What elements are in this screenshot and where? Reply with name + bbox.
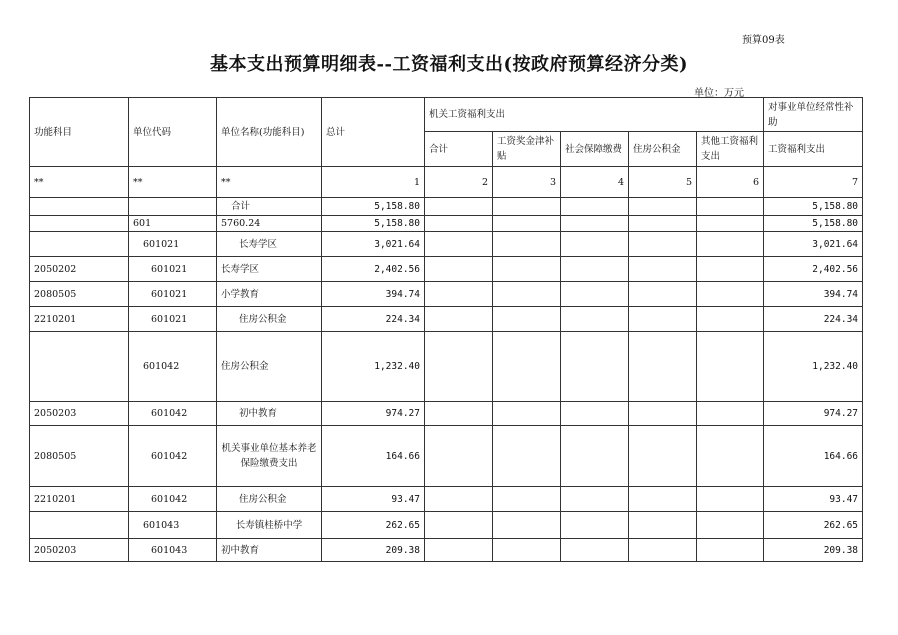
unit-name-cell: 机关事业单位基本养老保险缴费支出 xyxy=(217,426,322,487)
index-cell: ** xyxy=(129,167,217,198)
index-cell: 1 xyxy=(322,167,425,198)
housing-cell xyxy=(629,257,697,282)
unit-code-cell: 601043 xyxy=(129,512,217,539)
other-cell xyxy=(697,232,764,257)
bonus-cell xyxy=(493,426,561,487)
welfare-cell: 262.65 xyxy=(764,512,863,539)
unit-name-cell: 合计 xyxy=(217,198,322,216)
unit-name-cell: 5760.24 xyxy=(217,216,322,232)
header-bonus: 工资奖金津补贴 xyxy=(493,132,561,167)
welfare-cell: 224.34 xyxy=(764,307,863,332)
bonus-cell xyxy=(493,512,561,539)
social-cell xyxy=(561,216,629,232)
index-cell: 6 xyxy=(697,167,764,198)
unit-name-cell: 长寿学区 xyxy=(217,257,322,282)
unit-name-cell: 住房公积金 xyxy=(217,307,322,332)
func-code-cell: 2210201 xyxy=(30,307,129,332)
other-cell xyxy=(697,198,764,216)
header-welfare: 工资福利支出 xyxy=(764,132,863,167)
unit-code-cell: 601043 xyxy=(129,539,217,562)
social-cell xyxy=(561,257,629,282)
housing-cell xyxy=(629,487,697,512)
func-code-cell xyxy=(30,332,129,402)
budget-table xyxy=(29,97,863,562)
social-cell xyxy=(561,232,629,257)
bonus-cell xyxy=(493,307,561,332)
index-cell: 3 xyxy=(493,167,561,198)
sub-total-cell xyxy=(425,539,493,562)
housing-cell xyxy=(629,332,697,402)
social-cell xyxy=(561,539,629,562)
func-code-cell xyxy=(30,216,129,232)
unit-code-cell: 601021 xyxy=(129,257,217,282)
table-row xyxy=(30,332,863,402)
other-cell xyxy=(697,307,764,332)
unit-code-cell: 601042 xyxy=(129,332,217,402)
table-row xyxy=(30,198,863,216)
total-cell: 3,021.64 xyxy=(322,232,425,257)
social-cell xyxy=(561,487,629,512)
func-code-cell xyxy=(30,198,129,216)
sub-total-cell xyxy=(425,512,493,539)
other-cell xyxy=(697,512,764,539)
page-title: 基本支出预算明细表--工资福利支出(按政府预算经济分类) xyxy=(210,54,688,75)
func-code-cell: 2050203 xyxy=(30,402,129,426)
unit-code-cell: 601042 xyxy=(129,426,217,487)
bonus-cell xyxy=(493,282,561,307)
total-cell: 209.38 xyxy=(322,539,425,562)
sub-total-cell xyxy=(425,282,493,307)
other-cell xyxy=(697,332,764,402)
sub-total-cell xyxy=(425,402,493,426)
unit-name-cell: 初中教育 xyxy=(217,402,322,426)
housing-cell xyxy=(629,426,697,487)
func-code-cell xyxy=(30,232,129,257)
table-row xyxy=(30,426,863,487)
table-row xyxy=(30,487,863,512)
index-row xyxy=(30,167,863,198)
table-row xyxy=(30,402,863,426)
bonus-cell xyxy=(493,332,561,402)
social-cell xyxy=(561,198,629,216)
sub-total-cell xyxy=(425,307,493,332)
unit-code-cell: 601021 xyxy=(129,282,217,307)
other-cell xyxy=(697,539,764,562)
unit-code-cell xyxy=(129,198,217,216)
housing-cell xyxy=(629,307,697,332)
bonus-cell xyxy=(493,487,561,512)
social-cell xyxy=(561,426,629,487)
other-cell xyxy=(697,487,764,512)
total-cell: 974.27 xyxy=(322,402,425,426)
total-cell: 5,158.80 xyxy=(322,216,425,232)
header-sub-total: 合计 xyxy=(425,132,493,167)
func-code-cell: 2080505 xyxy=(30,426,129,487)
other-cell xyxy=(697,216,764,232)
header-unit-code: 单位代码 xyxy=(129,98,217,167)
sub-total-cell xyxy=(425,232,493,257)
index-cell: 4 xyxy=(561,167,629,198)
table-row xyxy=(30,257,863,282)
other-cell xyxy=(697,426,764,487)
social-cell xyxy=(561,332,629,402)
housing-cell xyxy=(629,512,697,539)
table-row xyxy=(30,539,863,562)
unit-name-cell: 长寿镇桂桥中学 xyxy=(217,512,322,539)
welfare-cell: 974.27 xyxy=(764,402,863,426)
unit-name-cell: 长寿学区 xyxy=(217,232,322,257)
header-other: 其他工资福利支出 xyxy=(697,132,764,167)
unit-code-cell: 601042 xyxy=(129,487,217,512)
header-group-org: 机关工资福利支出 xyxy=(425,98,764,132)
sub-total-cell xyxy=(425,487,493,512)
func-code-cell xyxy=(30,512,129,539)
housing-cell xyxy=(629,282,697,307)
unit-code-cell: 601021 xyxy=(129,307,217,332)
other-cell xyxy=(697,257,764,282)
total-cell: 93.47 xyxy=(322,487,425,512)
header-func-subject: 功能科目 xyxy=(30,98,129,167)
other-cell xyxy=(697,402,764,426)
total-cell: 164.66 xyxy=(322,426,425,487)
func-code-cell: 2080505 xyxy=(30,282,129,307)
social-cell xyxy=(561,512,629,539)
total-cell: 262.65 xyxy=(322,512,425,539)
housing-cell xyxy=(629,402,697,426)
index-cell: 2 xyxy=(425,167,493,198)
welfare-cell: 209.38 xyxy=(764,539,863,562)
bonus-cell xyxy=(493,539,561,562)
welfare-cell: 394.74 xyxy=(764,282,863,307)
sub-total-cell xyxy=(425,216,493,232)
housing-cell xyxy=(629,539,697,562)
welfare-cell: 5,158.80 xyxy=(764,198,863,216)
welfare-cell: 93.47 xyxy=(764,487,863,512)
bonus-cell xyxy=(493,232,561,257)
func-code-cell: 2050202 xyxy=(30,257,129,282)
unit-label: 单位：万元 xyxy=(694,88,744,99)
index-cell: ** xyxy=(30,167,129,198)
welfare-cell: 1,232.40 xyxy=(764,332,863,402)
sub-total-cell xyxy=(425,198,493,216)
index-cell: 7 xyxy=(764,167,863,198)
header-housing: 住房公积金 xyxy=(629,132,697,167)
sub-total-cell xyxy=(425,257,493,282)
form-number: 预算09表 xyxy=(742,35,785,46)
table-row xyxy=(30,282,863,307)
index-cell: 5 xyxy=(629,167,697,198)
header-social: 社会保障缴费 xyxy=(561,132,629,167)
unit-name-cell: 初中教育 xyxy=(217,539,322,562)
housing-cell xyxy=(629,198,697,216)
table-body xyxy=(30,198,863,562)
table-row xyxy=(30,216,863,232)
table-row xyxy=(30,512,863,539)
bonus-cell xyxy=(493,257,561,282)
unit-name-cell: 住房公积金 xyxy=(217,332,322,402)
bonus-cell xyxy=(493,198,561,216)
unit-name-cell: 住房公积金 xyxy=(217,487,322,512)
table-row xyxy=(30,232,863,257)
welfare-cell: 2,402.56 xyxy=(764,257,863,282)
total-cell: 224.34 xyxy=(322,307,425,332)
welfare-cell: 3,021.64 xyxy=(764,232,863,257)
total-cell: 394.74 xyxy=(322,282,425,307)
func-code-cell: 2210201 xyxy=(30,487,129,512)
unit-name-cell: 小学教育 xyxy=(217,282,322,307)
unit-code-cell: 601021 xyxy=(129,232,217,257)
welfare-cell: 5,158.80 xyxy=(764,216,863,232)
bonus-cell xyxy=(493,216,561,232)
social-cell xyxy=(561,307,629,332)
index-cell: ** xyxy=(217,167,322,198)
housing-cell xyxy=(629,216,697,232)
bonus-cell xyxy=(493,402,561,426)
sub-total-cell xyxy=(425,426,493,487)
unit-code-cell: 601 xyxy=(129,216,217,232)
social-cell xyxy=(561,402,629,426)
welfare-cell: 164.66 xyxy=(764,426,863,487)
social-cell xyxy=(561,282,629,307)
other-cell xyxy=(697,282,764,307)
total-cell: 5,158.80 xyxy=(322,198,425,216)
header-total: 总计 xyxy=(322,98,425,167)
total-cell: 2,402.56 xyxy=(322,257,425,282)
total-cell: 1,232.40 xyxy=(322,332,425,402)
table-row xyxy=(30,307,863,332)
housing-cell xyxy=(629,232,697,257)
header-unit-name: 单位名称(功能科目) xyxy=(217,98,322,167)
sub-total-cell xyxy=(425,332,493,402)
func-code-cell: 2050203 xyxy=(30,539,129,562)
header-group-subsidy: 对事业单位经常性补助 xyxy=(764,98,863,132)
unit-code-cell: 601042 xyxy=(129,402,217,426)
